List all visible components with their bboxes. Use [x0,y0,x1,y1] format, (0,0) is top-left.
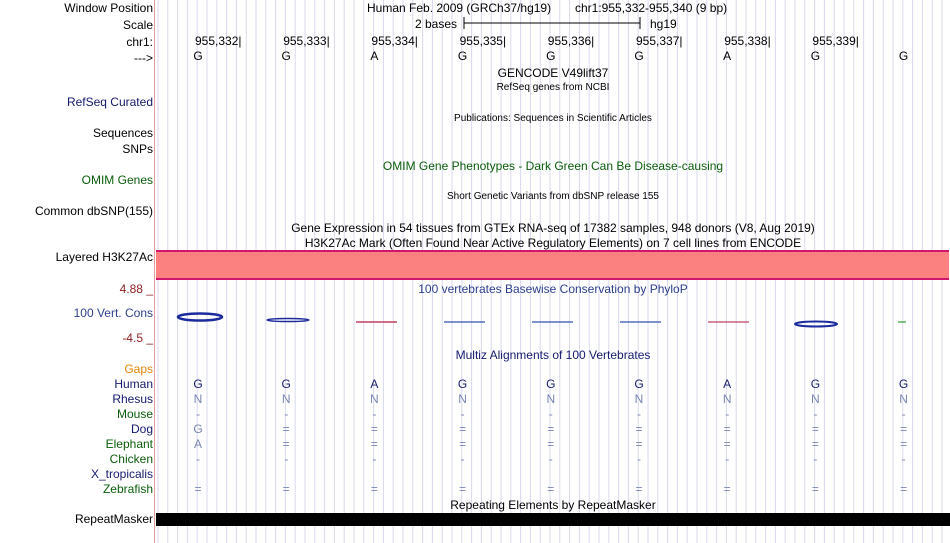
species-label[interactable]: X_tropicalis [90,467,153,481]
conservation-mark [267,319,309,322]
omim-track-title: OMIM Gene Phenotypes - Dark Green Can Be Disease-causing [382,159,724,173]
publications-track-title: Publications: Sequences in Scientific Articles [454,113,652,124]
track-label-dbsnp[interactable]: Common dbSNP(155) [34,204,153,218]
alignment-base: A [370,377,379,391]
alignment-base: G [281,377,291,391]
scale-bar [463,16,643,30]
alignment-base: = [900,482,908,496]
alignment-base: = [282,422,290,436]
base-letter: G [281,49,291,63]
alignment-base: G [457,377,468,391]
track-label-refseq[interactable]: RefSeq Curated [66,95,153,109]
alignment-base: = [811,437,819,451]
track-label-h3k27ac[interactable]: Layered H3K27Ac [55,250,153,264]
gtex-track-title: Gene Expression in 54 tissues from GTEx RNA-seq of 17382 samples, 948 donors (V8, Aug 2019) [291,221,815,235]
alignment-base: = [459,482,467,496]
label-separator [154,0,155,543]
alignment-base: - [637,452,641,466]
phylop-min-label: -4.5 _ [122,331,153,345]
alignment-base: = [370,422,378,436]
alignment-base: - [548,407,553,421]
alignment-base: = [547,422,555,436]
alignment-base: N [811,392,820,406]
alignment-base: - [196,452,200,466]
assembly-text: Human Feb. 2009 (GRCh37/hg19) [367,1,552,15]
alignment-base: = [282,482,290,496]
alignment-base: A [193,437,202,451]
alignment-base: - [725,452,730,466]
alignment-base: = [282,437,290,451]
conservation-mark [795,322,837,327]
phylop-logo [156,306,950,332]
coordinate-tick: 955,335| [459,34,507,48]
track-label-gaps[interactable]: Gaps [124,362,153,376]
coordinate-tick: 955,338| [724,34,771,48]
alignment-base: = [370,437,378,451]
base-letter: A [370,49,379,63]
coordinate-tick: 955,339| [812,34,859,48]
species-label[interactable]: Human [114,377,153,391]
alignment-base: = [194,482,202,496]
alignment-base: G [898,377,909,391]
scale-text: 2 bases [415,17,458,31]
base-letter: G [457,49,468,63]
alignment-base: = [723,422,731,436]
coordinate-tick: 955,336| [547,34,595,48]
phylop-max-label: 4.88 _ [119,282,153,296]
alignment-base: - [460,407,465,421]
alignment-base: = [900,437,908,451]
alignment-base: = [370,482,378,496]
alignment-base: G [193,422,203,436]
scale-label: Scale [122,18,153,32]
repeatmasker-bar[interactable] [156,513,950,526]
conservation-mark [178,314,222,321]
alignment-base: - [901,407,906,421]
position-text[interactable]: chr1:955,332-955,340 (9 bp) [575,1,728,15]
coordinate-tick: 955,332| [195,34,242,48]
track-label-omim[interactable]: OMIM Genes [81,173,153,187]
alignment-base: N [458,392,467,406]
alignment-base: N [370,392,379,406]
species-label[interactable]: Mouse [116,407,153,421]
alignment-base: = [723,482,731,496]
gencode-track-title[interactable]: GENCODE V49lift37 [497,66,609,80]
alignment-base: N [281,392,291,406]
base-letter: G [634,49,644,63]
alignment-base: = [635,482,643,496]
track-label-sequences[interactable]: Sequences [92,126,153,140]
alignment-base: G [546,377,556,391]
alignment-base: N [722,392,732,406]
phylop-track-title: 100 vertebrates Basewise Conservation by PhyloP [418,282,688,296]
window-position-label: Window Position [64,1,153,15]
alignment-base: = [459,422,467,436]
alignment-base: N [193,392,203,406]
alignment-base: A [723,377,732,391]
alignment-base: - [813,407,818,421]
alignment-base: = [811,422,819,436]
alignment-base: - [548,452,553,466]
repeat-track-title: Repeating Elements by RepeatMasker [450,498,656,512]
base-letter: G [193,49,203,63]
refseq-track-subtitle: RefSeq genes from NCBI [496,82,610,93]
dbsnp-track-title: Short Genetic Variants from dbSNP release 155 [447,191,659,202]
alignment-base: G [634,377,644,391]
alignment-base: = [459,437,467,451]
multiz-track-title: Multiz Alignments of 100 Vertebrates [455,348,651,362]
coordinate-tick: 955,337| [636,34,683,48]
chrom-label: chr1: [126,35,153,49]
alignment-base: - [284,452,289,466]
track-label-conservation[interactable]: 100 Vert. Cons [73,306,153,320]
h3k27ac-signal-bar[interactable] [156,250,949,280]
alignment-base: - [372,452,377,466]
alignment-base: - [637,407,641,421]
alignment-base: = [547,482,555,496]
alignment-base: = [547,437,555,451]
alignment-base: G [193,377,203,391]
coordinate-tick: 955,333| [283,34,330,48]
track-label-snps[interactable]: SNPs [122,142,153,156]
alignment-base: - [284,407,289,421]
alignment-base: - [901,452,906,466]
species-label[interactable]: Dog [130,422,153,436]
alignment-base: - [460,452,465,466]
h3k27ac-track-title: H3K27Ac Mark (Often Found Near Active Regulatory Elements) on 7 cell lines from ENCODE [304,236,802,250]
base-letter: G [898,49,909,63]
alignment-base: = [811,482,819,496]
species-label[interactable]: Elephant [105,437,153,451]
strand-label: ---> [134,51,153,65]
alignment-base: N [899,392,908,406]
base-letter: G [810,49,821,63]
base-letter: A [723,49,732,63]
alignment-base: N [546,392,556,406]
alignment-base: = [723,437,731,451]
base-letter: G [546,49,556,63]
species-label[interactable]: Zebrafish [102,482,153,496]
species-label[interactable]: Rhesus [112,392,153,406]
alignment-base: - [196,407,200,421]
alignment-base: N [634,392,644,406]
alignment-base: = [635,422,643,436]
species-label[interactable]: Chicken [109,452,153,466]
alignment-base: = [635,437,643,451]
alignment-base: G [810,377,821,391]
alignment-base: - [725,407,730,421]
alignment-base: - [813,452,818,466]
alignment-base: = [900,422,908,436]
alignment-base: - [372,407,377,421]
coordinate-tick: 955,334| [371,34,418,48]
track-label-repeatmasker[interactable]: RepeatMasker [74,512,153,526]
assembly-short: hg19 [650,17,677,31]
